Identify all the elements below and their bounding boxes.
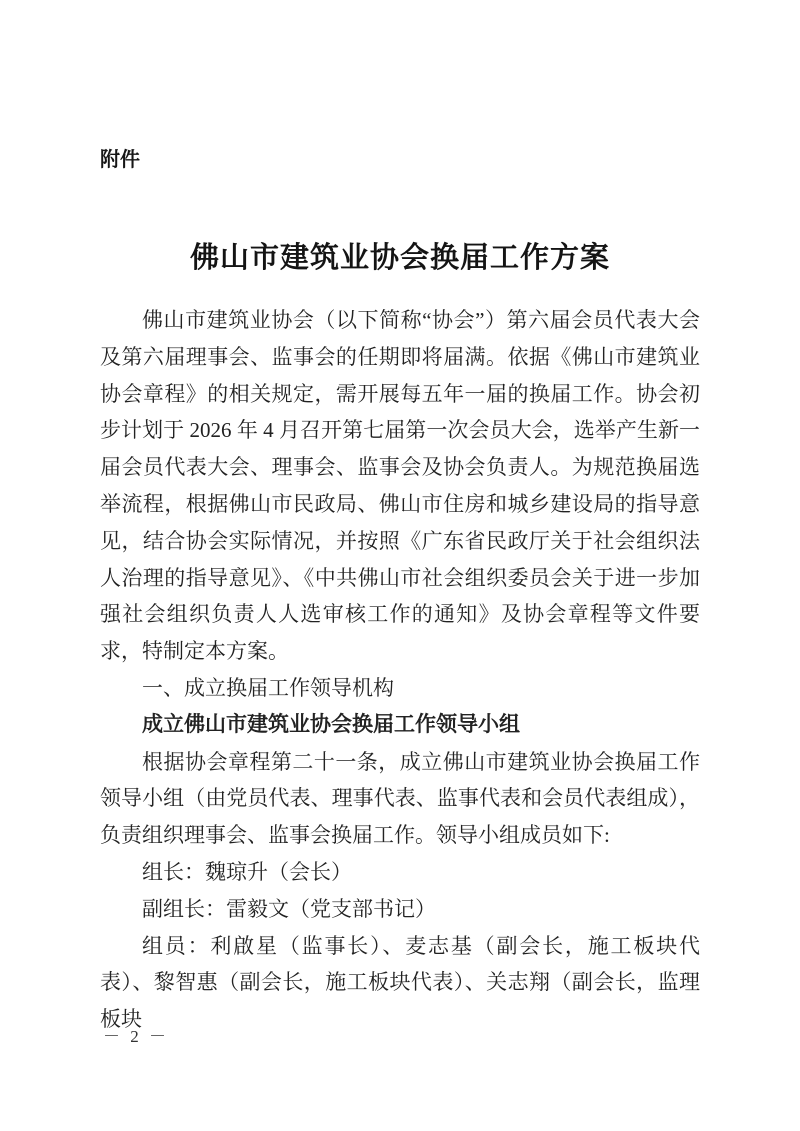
member-line-members: 组员：利啟星（监事长）、麦志基（副会长，施工板块代表）、黎智惠（副会长，施工板块代表）、关志翔（副会长，监理板块 <box>100 933 700 1032</box>
document-body <box>100 302 700 1038</box>
paragraph-leading-group-basis: 根据协会章程第二十一条，成立佛山市建筑业协会换届工作领导小组（由党员代表、理事代表、监事代表和会员代表组成），负责组织理事会、监事会换届工作。领导小组成员如下: <box>100 749 700 848</box>
subsection-heading-leading-group: 成立佛山市建筑业协会换届工作领导小组 <box>142 712 520 736</box>
paragraph-introduction: 佛山市建筑业协会（以下简称“协会”）第六届会员代表大会及第六届理事会、监事会的任期即将届满。依据《佛山市建筑业协会章程》的相关规定，需开展每五年一届的换届工作。协会初步计划于 2026 年 4 月召开第七届第一次会员大会，选举产生新一届会员代表大会、理事会、监事会及协会负责人。为规范换届选举流程，根据佛山市民政局、佛山市住房和城乡建设局的指导意见，结合协会实际情况，并按照《广东省民政厅关于社会组织法人治理的指导意见》、《中共佛山市社会组织委员会关于进一步加强社会组织负责人人选审核工作的通知》及协会章程等文件要求，特制定本方案。 <box>100 308 700 664</box>
member-line-group-leader: 组长：魏琼升（会长） <box>142 859 352 884</box>
document-title: 佛山市建筑业协会换届工作方案 <box>189 242 610 275</box>
attachment-label: 附件 <box>100 149 140 171</box>
section-heading-leadership-organ: 一、成立换届工作领导机构 <box>142 675 394 700</box>
page-number: － 2 － <box>103 1027 169 1046</box>
member-line-deputy-leader: 副组长：雷毅文（党支部书记） <box>142 896 436 921</box>
